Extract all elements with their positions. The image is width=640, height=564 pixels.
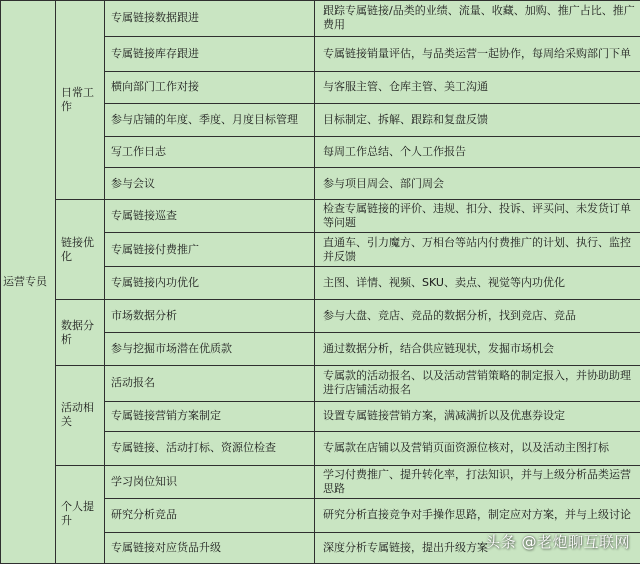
task-cell: 活动报名 <box>105 366 315 402</box>
task-cell: 参与会议 <box>105 168 315 199</box>
table-row <box>1 199 640 232</box>
watermark: 头条 @老炮聊互联网 <box>485 533 630 551</box>
category-cell: 数据分析 <box>56 300 105 366</box>
table-row <box>1 300 640 332</box>
detail-cell: 专属款的活动报名、以及活动营销策略的制定报入，并协助助理进行店铺活动报名 <box>315 366 640 402</box>
task-cell: 学习岗位知识 <box>105 465 315 498</box>
detail-cell: 每周工作总结、个人工作报告 <box>315 137 640 168</box>
table-row <box>1 465 640 498</box>
task-cell: 专属链接数据跟进 <box>105 1 315 37</box>
detail-cell: 专属款在店铺以及营销页面资源位核对，以及活动主图打标 <box>315 432 640 465</box>
task-cell: 专属链接对应货品升级 <box>105 532 315 563</box>
detail-cell: 检查专属链接的评价、违规、扣分、投诉、评买问、未发货订单等问题 <box>315 199 640 232</box>
detail-cell: 专属链接销量评估，与品类运营一起协作，每周给采购部门下单 <box>315 36 640 72</box>
detail-cell: 与客服主管、仓库主管、美工沟通 <box>315 72 640 103</box>
task-cell: 专属链接付费推广 <box>105 233 315 266</box>
detail-cell: 学习付费推广、提升转化率，打法知识，并与上级分析品类运营思路 <box>315 465 640 498</box>
task-cell: 专属链接营销方案制定 <box>105 401 315 431</box>
detail-cell: 设置专属链接营销方案，满减满折以及优惠券设定 <box>315 401 640 431</box>
category-cell: 链接优化 <box>56 199 105 299</box>
detail-cell: 研究分析直接竞争对手操作思路，制定应对方案，并与上级讨论 <box>315 499 640 532</box>
task-cell: 市场数据分析 <box>105 300 315 332</box>
detail-cell: 深度分析专属链接，提出升级方案 <box>315 532 640 563</box>
task-cell: 专属链接库存跟进 <box>105 36 315 72</box>
table-row <box>1 366 640 402</box>
category-cell: 活动相关 <box>56 366 105 465</box>
role-cell: 运营专员 <box>1 1 56 564</box>
task-cell: 专属链接巡查 <box>105 199 315 232</box>
task-cell: 横向部门工作对接 <box>105 72 315 103</box>
task-cell: 写工作日志 <box>105 137 315 168</box>
category-cell: 日常工作 <box>56 1 105 200</box>
category-cell: 个人提升 <box>56 465 105 563</box>
detail-cell: 目标制定、拆解、跟踪和复盘反馈 <box>315 103 640 136</box>
detail-cell: 跟踪专属链接/品类的业绩、流量、收藏、加购、推广占比、推广费用 <box>315 1 640 37</box>
detail-cell: 参与项目周会、部门周会 <box>315 168 640 199</box>
detail-cell: 参与大盘、竞店、竞品的数据分析，找到竞店、竞品 <box>315 300 640 332</box>
table-row <box>1 1 640 37</box>
table-body <box>1 1 640 564</box>
task-cell: 研究分析竞品 <box>105 499 315 532</box>
detail-cell: 主图、详情、视频、SKU、卖点、视觉等内功优化 <box>315 266 640 299</box>
detail-cell: 直通车、引力魔方、万相台等站内付费推广的计划、执行、监控并反馈 <box>315 233 640 266</box>
task-cell: 专属链接、活动打标、资源位检查 <box>105 432 315 465</box>
task-cell: 参与挖掘市场潜在优质款 <box>105 332 315 365</box>
detail-cell: 通过数据分析，结合供应链现状，发掘市场机会 <box>315 332 640 365</box>
task-cell: 参与店铺的年度、季度、月度目标管理 <box>105 103 315 136</box>
task-cell: 专属链接内功优化 <box>105 266 315 299</box>
